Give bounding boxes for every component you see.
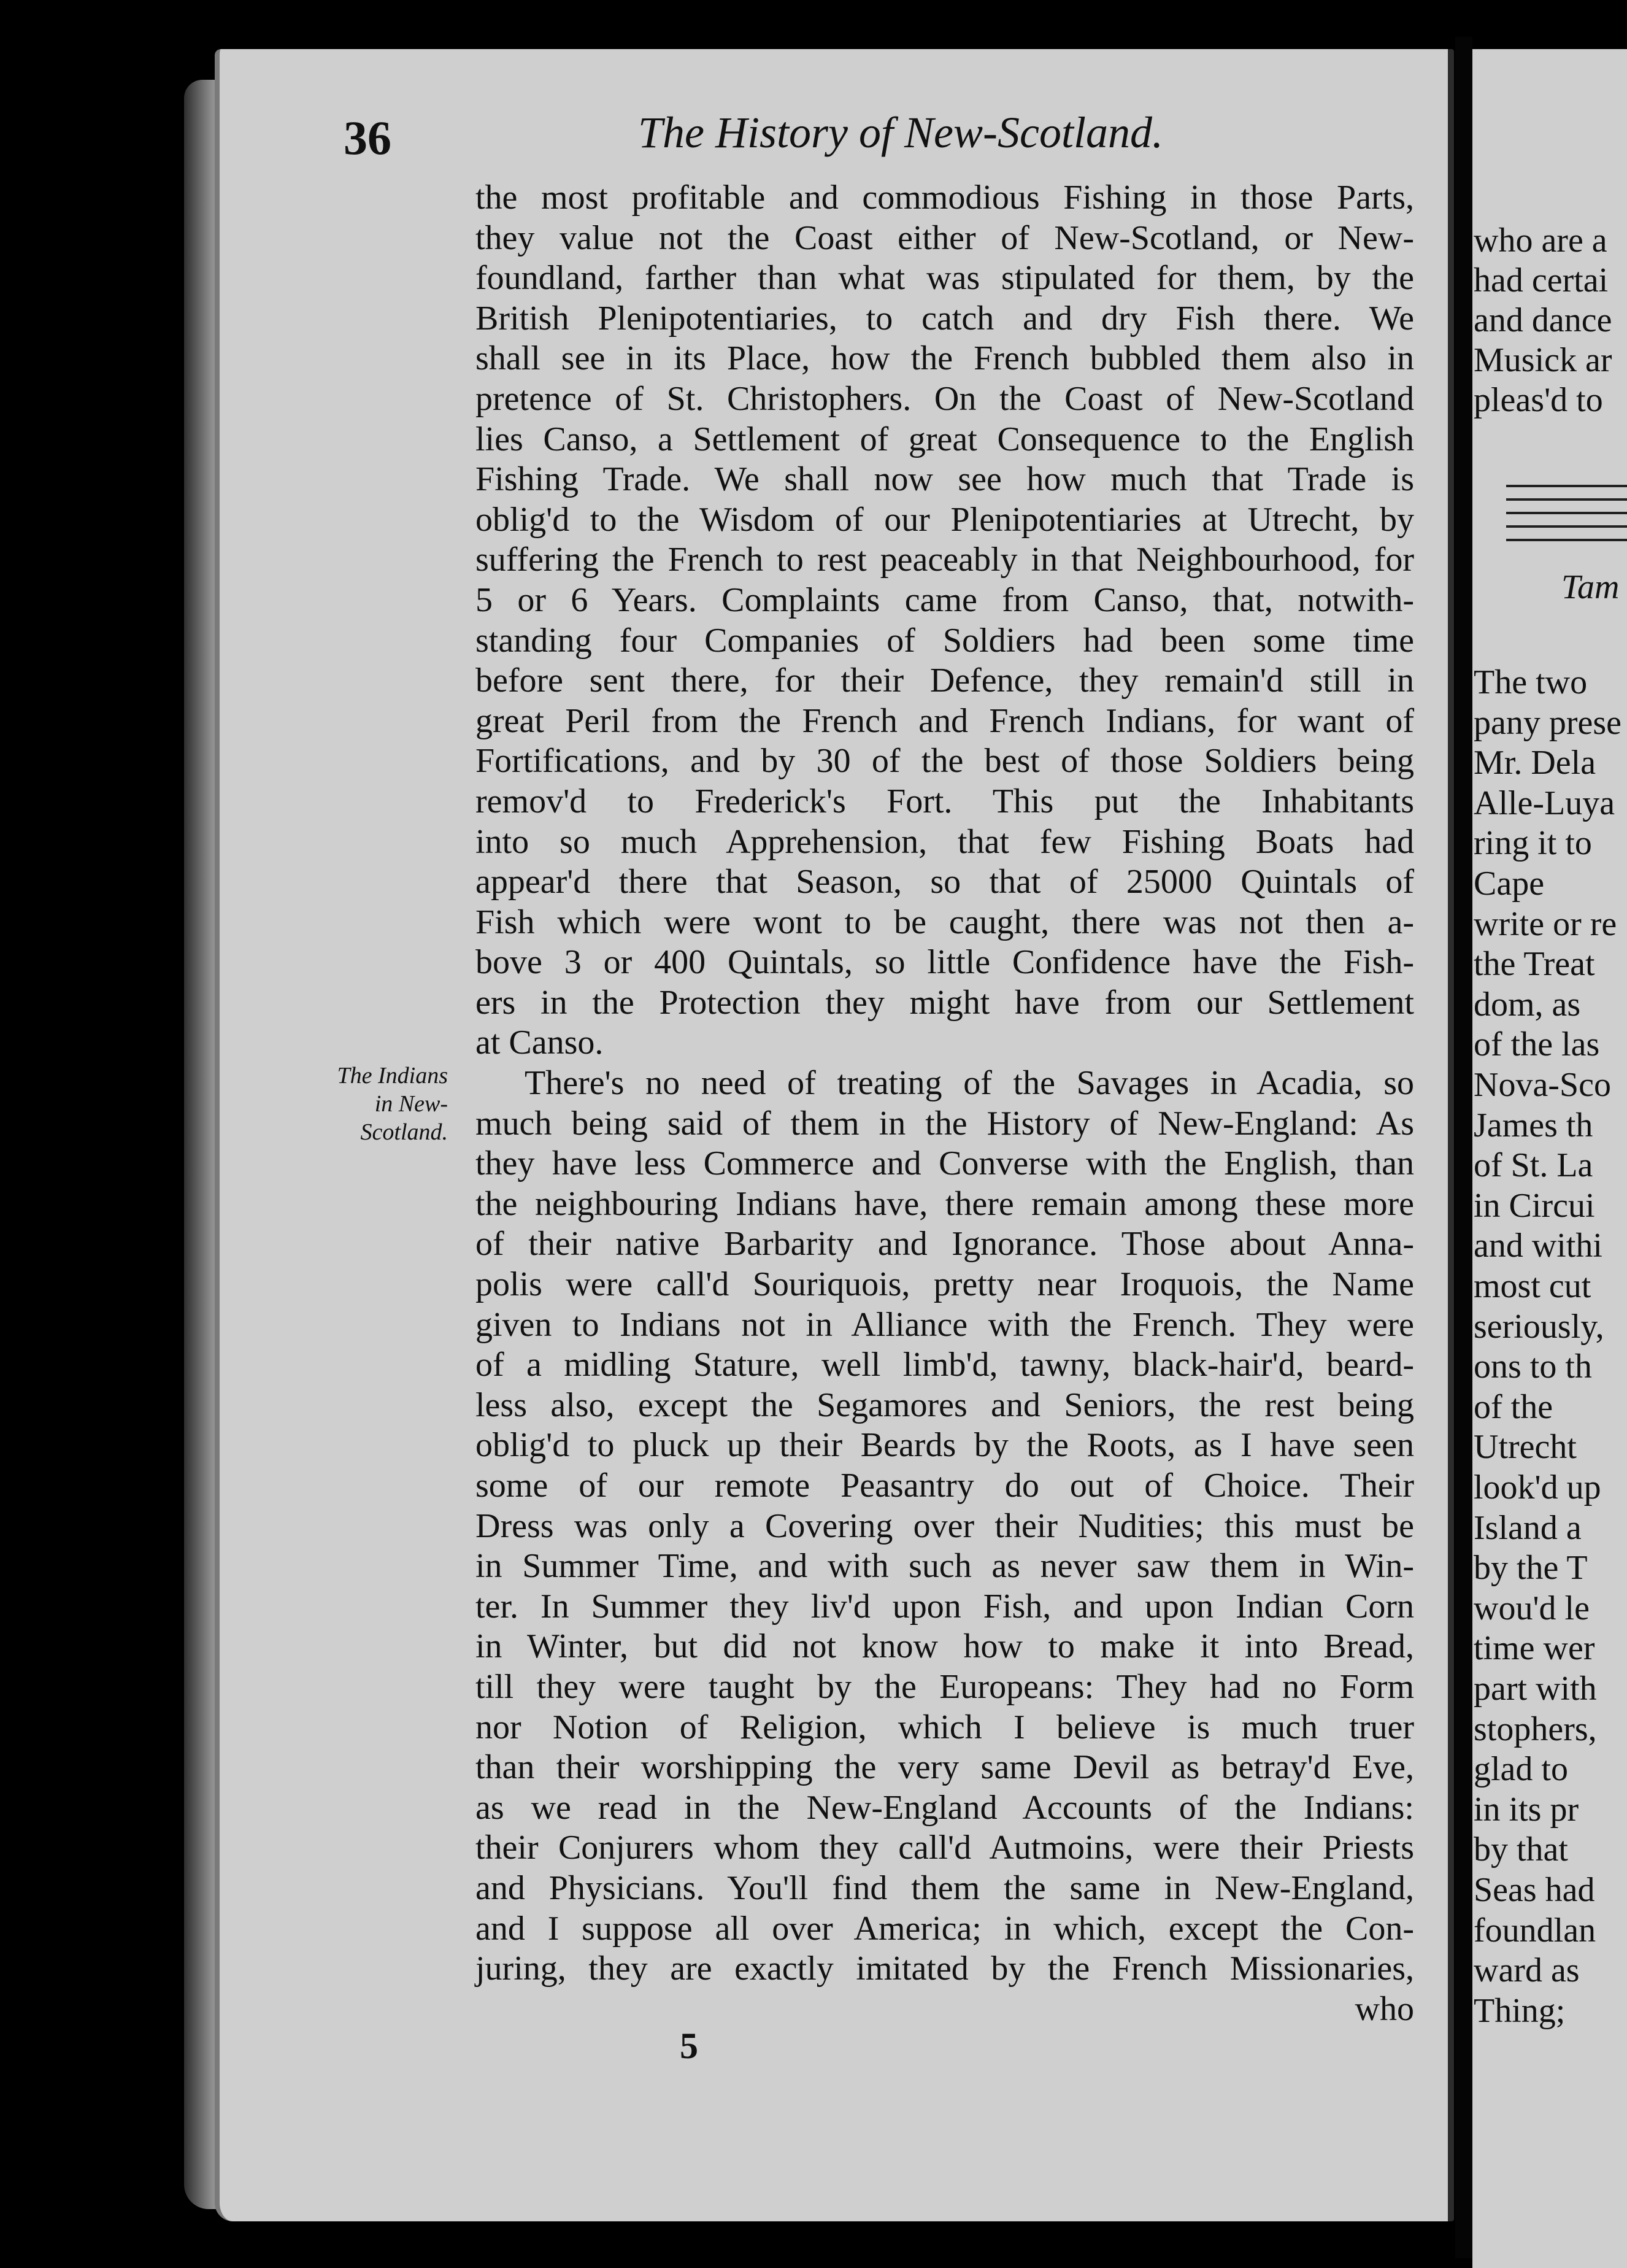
- right-text-line: ward as: [1474, 1951, 1580, 1990]
- text-line: less also, except the Segamores and Seniors, the rest being: [475, 1386, 1414, 1424]
- right-text-line: James th: [1474, 1106, 1593, 1144]
- text-line: before sent there, for their Defence, they remain'd still in: [475, 662, 1414, 700]
- text-line: Fish which were wont to be caught, there was not then a-: [475, 903, 1414, 941]
- text-line: polis were call'd Souriquois, pretty near Iroquois, the Name: [475, 1265, 1414, 1304]
- margin-note-line: in New-: [374, 1091, 448, 1117]
- text-line: ter. In Summer they liv'd upon Fish, and upon Indian Corn: [475, 1587, 1414, 1626]
- text-line: in Winter, but did not know how to make it into Bread,: [475, 1627, 1414, 1666]
- right-text-line: The two: [1474, 663, 1588, 701]
- margin-note: [307, 1062, 448, 1146]
- right-text-line: Musick ar: [1474, 341, 1612, 379]
- text-line: pretence of St. Christophers. On the Coast of New-Scotland: [475, 379, 1414, 418]
- text-line: of a midling Stature, well limb'd, tawny, black-hair'd, beard-: [475, 1346, 1414, 1384]
- text-line: ers in the Protection they might have from our Settlement: [475, 983, 1414, 1022]
- right-text-line: of the las: [1474, 1025, 1600, 1064]
- text-line: 5 or 6 Years. Complaints came from Canso, that, notwith-: [475, 580, 1414, 619]
- right-text-line: Utrecht: [1474, 1428, 1577, 1467]
- text-line: oblig'd to pluck up their Beards by the Roots, as I have seen: [475, 1426, 1414, 1465]
- right-text-line: pany prese: [1474, 703, 1622, 742]
- right-text-line: glad to: [1474, 1750, 1568, 1789]
- right-text-line: in Circui: [1474, 1186, 1595, 1225]
- right-text-line: look'd up: [1474, 1468, 1601, 1506]
- text-line: lies Canso, a Settlement of great Consequence to the English: [475, 420, 1414, 458]
- right-text-line: had certai: [1474, 261, 1609, 299]
- text-line: and Physicians. You'll find them the same in New-England,: [475, 1869, 1414, 1907]
- text-line: they value not the Coast either of New-Scotland, or New-: [475, 218, 1414, 257]
- text-line: and I suppose all over America; in which, except the Con-: [475, 1909, 1414, 1948]
- right-text-line: ons to th: [1474, 1348, 1592, 1386]
- right-text-line: ring it to: [1474, 824, 1592, 863]
- text-line: remov'd to Frederick's Fort. This put the Inhabitants: [475, 782, 1414, 820]
- music-staff-fragment: [1506, 485, 1627, 552]
- right-text-line: part with: [1474, 1670, 1597, 1708]
- margin-note-line: The Indians: [337, 1063, 448, 1089]
- text-line: in Summer Time, and with such as never saw them in Win-: [475, 1547, 1414, 1586]
- text-line: as we read in the New-England Accounts of the Indians:: [475, 1788, 1414, 1827]
- text-line: at Canso.: [475, 1024, 604, 1062]
- text-line: the neighbouring Indians have, there remain among these more: [475, 1184, 1414, 1223]
- right-text-line: Alle-Luya: [1474, 784, 1615, 822]
- right-text-line: and withi: [1474, 1227, 1602, 1265]
- book-gutter: [1455, 37, 1472, 2258]
- right-text-line: Cape: [1474, 865, 1545, 903]
- text-line: British Plenipotentiaries, to catch and dry Fish there. We: [475, 299, 1414, 338]
- text-line: appear'd there that Season, so that of 25000 Quintals of: [475, 863, 1414, 901]
- right-text-line: by that: [1474, 1830, 1568, 1869]
- text-line: There's no need of treating of the Savages in Acadia, so: [525, 1064, 1414, 1103]
- right-text-line: most cut: [1474, 1267, 1591, 1305]
- text-line: than their worshipping the very same Devil as betray'd Eve,: [475, 1748, 1414, 1787]
- text-line: much being said of them in the History of New-England: As: [475, 1104, 1414, 1143]
- text-line: their Conjurers whom they call'd Autmoins, were their Priests: [475, 1829, 1414, 1867]
- music-caption: Tam: [1561, 568, 1620, 606]
- text-line: oblig'd to the Wisdom of our Plenipotentiaries at Utrecht, by: [475, 500, 1414, 539]
- text-line: standing four Companies of Soldiers had been some time: [475, 621, 1414, 660]
- right-text-line: the Treat: [1474, 945, 1595, 984]
- right-text-line: by the T: [1474, 1549, 1588, 1587]
- right-text-line: of the: [1474, 1387, 1553, 1426]
- right-text-line: of St. La: [1474, 1146, 1593, 1185]
- text-line: given to Indians not in Alliance with the French. They were: [475, 1305, 1414, 1344]
- text-line: suffering the French to rest peaceably in that Neighbourhood, for: [475, 541, 1414, 579]
- right-text-line: Nova-Sco: [1474, 1066, 1611, 1104]
- text-line: Dress was only a Covering over their Nudities; this must be: [475, 1506, 1414, 1545]
- text-line: bove 3 or 400 Quintals, so little Confidence have the Fish-: [475, 943, 1414, 982]
- text-line: into so much Apprehension, that few Fishing Boats had: [475, 822, 1414, 861]
- right-text-line: and dance: [1474, 301, 1612, 339]
- body-text: [475, 178, 1414, 2029]
- right-text-line: in its pr: [1474, 1790, 1579, 1829]
- text-line: Fishing Trade. We shall now see how much that Trade is: [475, 460, 1414, 499]
- right-text-line: write or re: [1474, 904, 1617, 943]
- right-text-line: Mr. Dela: [1474, 744, 1596, 782]
- text-line: some of our remote Peasantry do out of Choice. Their: [475, 1467, 1414, 1505]
- right-text-line: Seas had: [1474, 1871, 1595, 1909]
- text-line: juring, they are exactly imitated by the French Missionaries,: [475, 1950, 1414, 1988]
- catchword: who: [1355, 1989, 1414, 2028]
- right-text-line: seriously,: [1474, 1307, 1604, 1346]
- right-text-line: pleas'd to: [1474, 381, 1603, 419]
- text-line: the most profitable and commodious Fishing in those Parts,: [475, 179, 1414, 217]
- text-line: foundland, farther than what was stipulated for them, by the: [475, 259, 1414, 298]
- signature-mark: 5: [680, 2026, 698, 2066]
- right-text-line: time wer: [1474, 1629, 1595, 1668]
- right-text-line: stophers,: [1474, 1710, 1597, 1748]
- text-line: they have less Commerce and Converse with the English, than: [475, 1144, 1414, 1183]
- text-line: till they were taught by the Europeans: They had no Form: [475, 1667, 1414, 1706]
- text-line: shall see in its Place, how the French bubbled them also in: [475, 339, 1414, 378]
- running-head: The History of New-Scotland.: [638, 108, 1163, 157]
- right-text-line: Thing;: [1474, 1991, 1566, 2030]
- right-text-line: Island a: [1474, 1508, 1582, 1547]
- right-text-line: who are a: [1474, 222, 1607, 260]
- text-line: Fortifications, and by 30 of the best of those Soldiers being: [475, 742, 1414, 781]
- right-text-line: dom, as: [1474, 985, 1581, 1024]
- right-text-line: wou'd le: [1474, 1589, 1590, 1627]
- margin-note-line: Scotland.: [360, 1119, 448, 1145]
- page-number: 36: [344, 111, 391, 164]
- text-line: great Peril from the French and French Indians, for want of: [475, 701, 1414, 740]
- right-text-line: foundlan: [1474, 1911, 1596, 1950]
- text-line: nor Notion of Religion, which I believe is much truer: [475, 1708, 1414, 1746]
- text-line: of their native Barbarity and Ignorance. Those about Anna-: [475, 1225, 1414, 1263]
